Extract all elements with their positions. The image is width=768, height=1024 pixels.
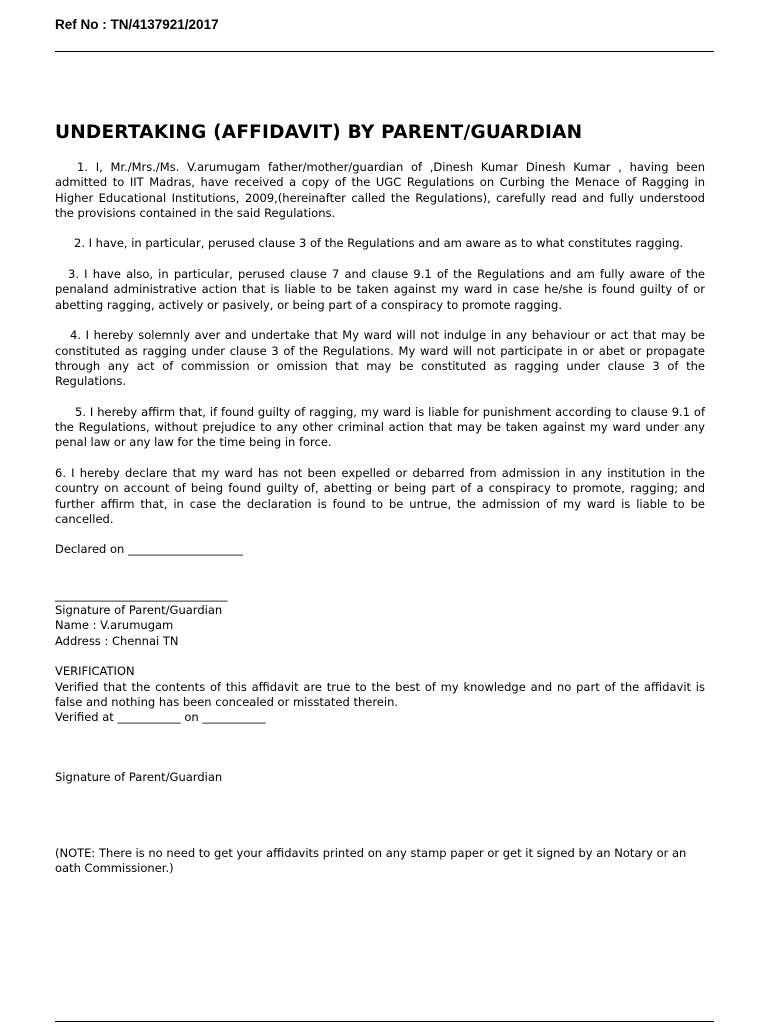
- verification-heading: VERIFICATION: [55, 664, 135, 679]
- signature-line: ______________________________: [55, 587, 228, 602]
- note-text: (NOTE: There is no need to get your affidavits printed on any stamp paper or get it signed by an Notary or an oath Commissioner.): [55, 845, 687, 875]
- spacer: [55, 649, 705, 664]
- clause-1: 1. I, Mr./Mrs./Ms. V.arumugam father/mother/guardian of ,Dinesh Kumar Dinesh Kumar , having been admitted to IIT Madras, have received a copy of the UGC Regulations on Curbing the Menace of Ragging in Higher Educational Institutions, 2009,(hereinafter called the Regulations), carefully read and fully understood the provisions contained in the said Regulations.: [55, 160, 705, 220]
- clause-5: 5. I hereby affirm that, if found guilty of ragging, my ward is liable for punishment according to clause 9.1 of the Regulations, without prejudice to any other criminal action that may be taken against my ward under any penal law or any law for the time being in force.: [55, 404, 705, 450]
- signature-label: Signature of Parent/Guardian: [55, 603, 223, 618]
- clause-6: 6. I hereby declare that my ward has not been expelled or debarred from admission in any institution in the country on account of being found guilty of, abetting or being part of a conspiracy to promote, ragging; and further affirm that, in case the declaration is found to be untrue, the admission of my ward is liable to be cancelled.: [55, 465, 705, 526]
- verified-at-line: Verified at ___________ on ___________: [55, 710, 266, 725]
- reference-number: Ref No : TN/4137921/2017: [55, 17, 219, 32]
- spacer: [55, 786, 705, 846]
- document-body: [55, 160, 705, 876]
- clause-3: 3. I have also, in particular, perused clause 7 and clause 9.1 of the Regulations and am fully aware of the penaland administrative action that is liable to be taken against my ward in case he/she is found guilty of or abetting ragging, actively or pasively, or being part of a conspiracy to promote ragging.: [55, 267, 705, 312]
- verification-text: Verified that the contents of this affidavit are true to the best of my knowledge and no part of the affidavit is false and nothing has been concealed or misstated therein.: [55, 679, 705, 709]
- guardian-address: Address : Chennai TN: [55, 633, 179, 648]
- clause-4: 4. I hereby solemnly aver and undertake that My ward will not indulge in any behaviour or act that may be constituted as ragging under clause 3 of the Regulations. My ward will not participate in or abet or propagate through any act of commission or omission that may be constituted as ragging under clause 3 of the Regulations.: [55, 328, 705, 389]
- verification-signature-label: Signature of Parent/Guardian: [55, 770, 223, 785]
- spacer: [55, 725, 705, 770]
- clause-2: 2. I have, in particular, perused clause 3 of the Regulations and am aware as to what constitutes ragging.: [74, 236, 684, 251]
- document-title: UNDERTAKING (AFFIDAVIT) BY PARENT/GUARDIAN: [55, 122, 583, 143]
- guardian-name: Name : V.arumugam: [55, 618, 174, 633]
- declared-on-line: Declared on ____________________: [55, 542, 243, 557]
- footer-rule: [55, 1021, 714, 1022]
- header-rule: [55, 51, 714, 52]
